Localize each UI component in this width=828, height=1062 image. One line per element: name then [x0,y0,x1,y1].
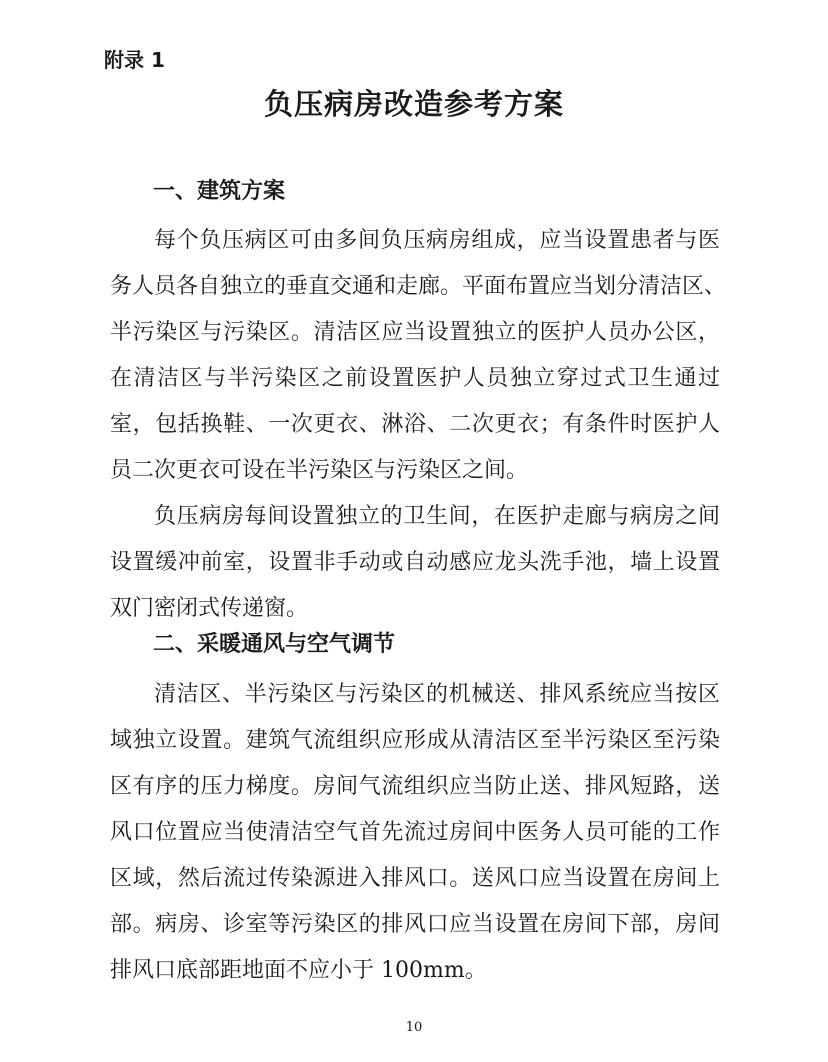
text-line: 半污染区与污染区。清洁区应当设置独立的医护人员办公区， [110,320,720,345]
text-line: 域独立设置。建筑气流组织应形成从清洁区至半污染区至污染 [110,728,720,753]
page-title: 负压病房改造参考方案 [263,87,564,121]
text-line: 负压病房每间设置独立的卫生间，在医护走廊与病房之间 [154,504,720,529]
text-line: 设置缓冲前室，设置非手动或自动感应龙头洗手池，墙上设置 [110,550,720,575]
section-heading: 一、建筑方案 [153,179,286,204]
text-line: 室，包括换鞋、一次更衣、淋浴、二次更衣；有条件时医护人 [110,412,720,437]
text-line: 在清洁区与半污染区之前设置医护人员独立穿过式卫生通过 [110,366,720,391]
text-line: 排风口底部距地面不应小于 100mm。 [110,958,487,983]
text-line: 双门密闭式传递窗。 [110,596,309,621]
text-line: 务人员各自独立的垂直交通和走廊。平面布置应当划分清洁区、 [110,274,727,299]
text-line: 每个负压病区可由多间负压病房组成，应当设置患者与医 [154,228,720,253]
appendix-label: 附录 1 [104,48,165,72]
page-number: 10 [405,1020,423,1035]
text-line: 区域，然后流过传染源进入排风口。送风口应当设置在房间上 [110,866,720,891]
text-line: 员二次更衣可设在半污染区与污染区之间。 [110,458,529,483]
section-heading: 二、采暖通风与空气调节 [153,632,396,657]
text-line: 风口位置应当使清洁空气首先流过房间中医务人员可能的工作 [110,820,720,845]
text-line: 清洁区、半污染区与污染区的机械送、排风系统应当按区 [154,682,720,707]
text-line: 部。病房、诊室等污染区的排风口应当设置在房间下部，房间 [110,912,720,937]
text-line: 区有序的压力梯度。房间气流组织应当防止送、排风短路，送 [110,774,720,799]
